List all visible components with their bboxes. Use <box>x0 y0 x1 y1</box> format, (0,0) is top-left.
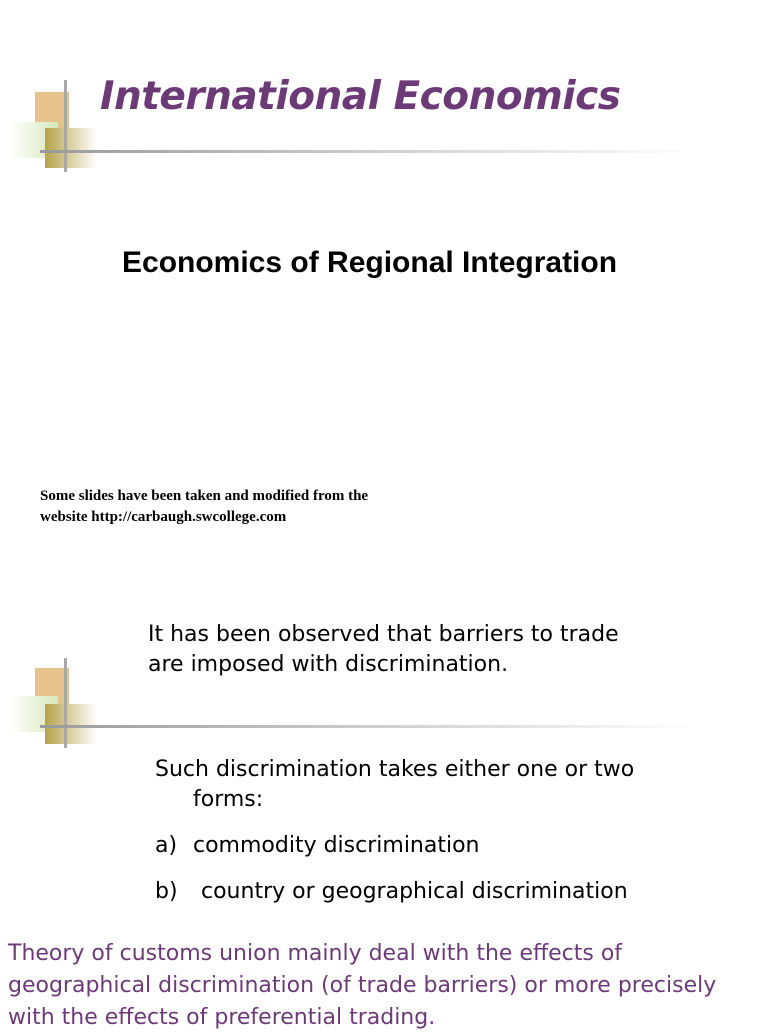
deco-vertical-line <box>64 80 67 172</box>
observation-text <box>148 620 708 680</box>
title-decoration-second <box>0 658 120 753</box>
list-marker: a) <box>155 833 178 858</box>
credit-line-2: website http://carbaugh.swcollege.com <box>40 509 287 525</box>
slide-subtitle: Economics of Regional Integration <box>122 246 618 279</box>
list-item <box>155 831 695 861</box>
list-marker: b) <box>155 879 178 904</box>
list-item <box>155 877 695 907</box>
list-item-text: country or geographical discrimination <box>201 879 628 904</box>
discrimination-forms <box>155 755 695 907</box>
observation-line-2: are imposed with discrimination. <box>148 652 509 677</box>
theory-line-1: Theory of customs union mainly deal with the effects of <box>8 941 623 966</box>
section-underline <box>40 725 700 728</box>
customs-union-theory <box>8 938 763 1034</box>
deco-olive-square <box>45 704 97 744</box>
deco-olive-square <box>45 128 97 168</box>
observation-line-1: It has been observed that barriers to trade <box>148 622 619 647</box>
theory-line-3: with the effects of preferential trading. <box>8 1005 436 1030</box>
credit-line-1: Some slides have been taken and modified from the <box>40 488 369 504</box>
forms-intro-line-2: forms: <box>193 787 264 812</box>
slide-title: International Economics <box>100 74 621 119</box>
forms-intro-line-1: Such discrimination takes either one or two <box>155 757 635 782</box>
list-item-text: commodity discrimination <box>193 833 480 858</box>
title-underline <box>40 150 700 153</box>
theory-line-2: geographical discrimination (of trade barriers) or more precisely <box>8 973 717 998</box>
deco-vertical-line <box>64 658 67 748</box>
source-credit <box>40 486 460 528</box>
